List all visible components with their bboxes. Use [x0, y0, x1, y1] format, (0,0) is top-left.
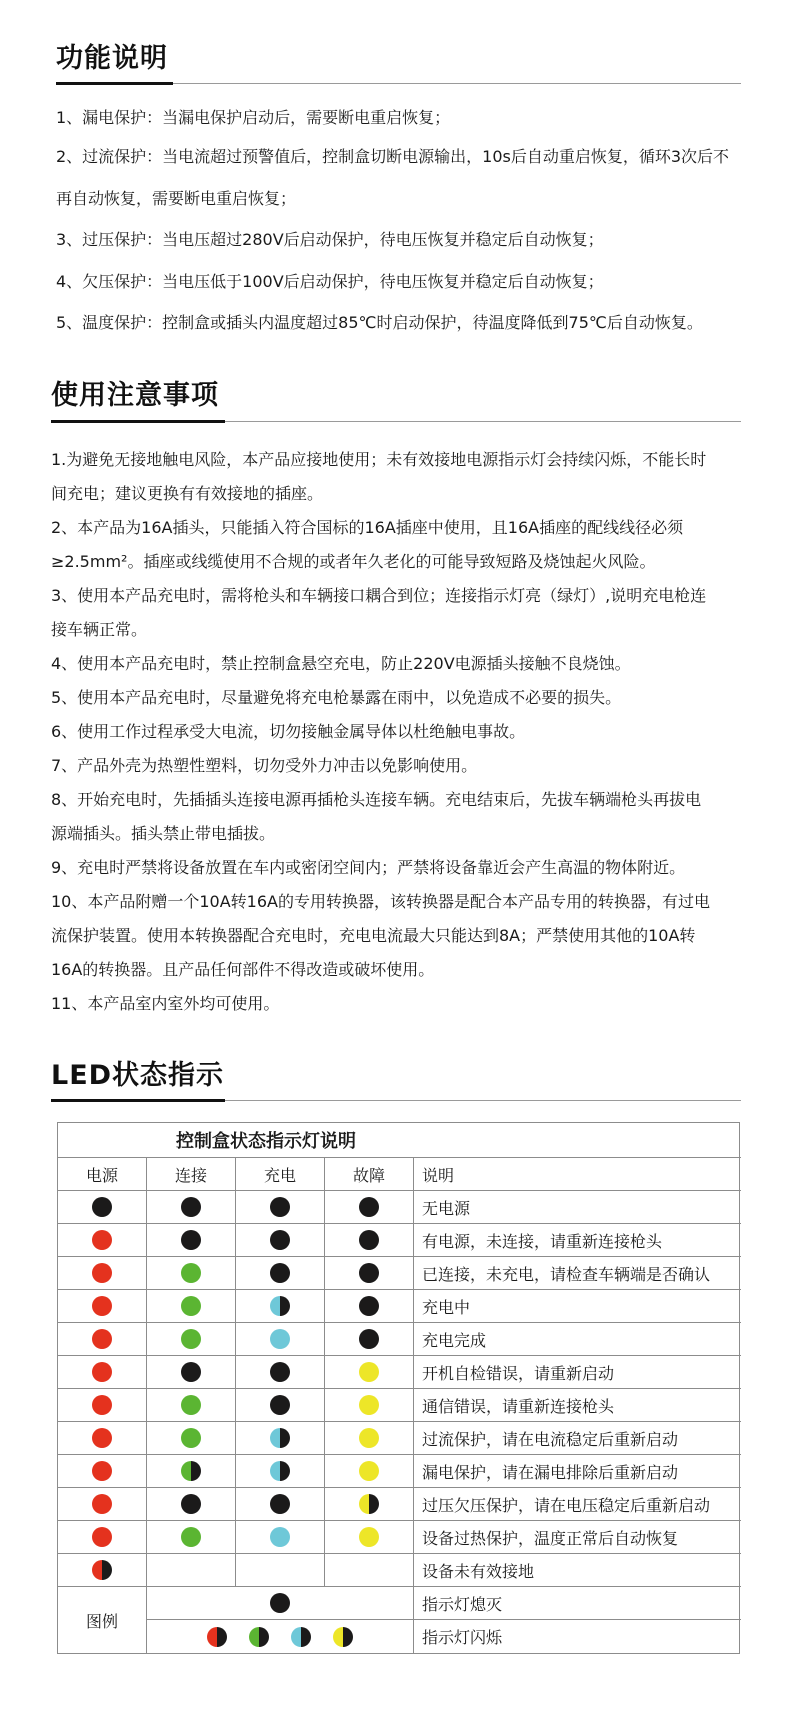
table-row-1-desc	[414, 1224, 741, 1257]
column-header-4: 说明	[422, 1165, 455, 1185]
table-row-9-connect	[147, 1488, 236, 1521]
led-fault-black-icon	[359, 1230, 379, 1250]
row-description: 有电源，未连接，请重新连接枪头	[422, 1231, 663, 1251]
table-row-4-power	[58, 1323, 147, 1356]
notes-line-3: 2、本产品为16A插头，只能插入符合国标的16A插座中使用，且16A插座的配线线径必须	[51, 518, 684, 537]
led-connect-green-icon	[181, 1296, 201, 1316]
notes-line-9: 6、使用工作过程承受大电流，切勿接触金属导体以杜绝触电事故。	[51, 722, 526, 741]
table-row-0-connect	[147, 1191, 236, 1224]
column-header-1: 连接	[174, 1165, 207, 1185]
table-header-cell	[414, 1158, 741, 1191]
led-fault-black-icon	[359, 1329, 379, 1349]
table-row-3-fault	[325, 1290, 414, 1323]
table-row-9-charge	[236, 1488, 325, 1521]
led-connect-black-icon	[181, 1494, 201, 1514]
table-row-7-fault	[325, 1422, 414, 1455]
functions-heading-underline	[56, 82, 173, 85]
table-header-cell	[58, 1158, 147, 1191]
column-header-0: 电源	[85, 1165, 118, 1185]
row-description: 设备过热保护，温度正常后自动恢复	[422, 1528, 679, 1548]
notes-line-11: 8、开始充电时，先插插头连接电源再插枪头连接车辆。充电结束后，先拔车辆端枪头再拔电	[51, 790, 702, 809]
notes-line-5: 3、使用本产品充电时，需将枪头和车辆接口耦合到位；连接指示灯亮（绿灯）,说明充电枪连	[51, 586, 707, 605]
notes-line-15: 流保护装置。使用本转换器配合充电时，充电电流最大只能达到8A；严禁使用其他的10A转	[51, 926, 696, 945]
table-row-6-fault	[325, 1389, 414, 1422]
led-connect-green-icon	[181, 1263, 201, 1283]
led-power-half-red-icon	[92, 1560, 112, 1580]
led-power-black-icon	[92, 1197, 112, 1217]
notes-line-4: ≥2.5mm²。插座或线缆使用不合规的或者年久老化的可能导致短路及烧蚀起火风险。	[51, 552, 656, 571]
table-row-10-charge	[236, 1521, 325, 1554]
notes-line-8: 5、使用本产品充电时，尽量避免将充电枪暴露在雨中，以免造成不必要的损失。	[51, 688, 622, 707]
table-title-row	[58, 1123, 741, 1158]
led-power-red-icon	[92, 1494, 112, 1514]
table-row-7-charge	[236, 1422, 325, 1455]
legend-off-cell	[147, 1587, 414, 1620]
table-row-11-desc	[414, 1554, 741, 1587]
led-connect-half-green-icon	[181, 1461, 201, 1481]
functions-line-1: 1、漏电保护：当漏电保护启动后，需要断电重启恢复；	[56, 108, 451, 127]
functions-line-3: 再自动恢复，需要断电重启恢复；	[56, 189, 297, 208]
table-row-3-connect	[147, 1290, 236, 1323]
notes-line-1: 1.为避免无接地触电风险，本产品应接地使用；未有效接地电源指示灯会持续闪烁，不能长时	[51, 450, 707, 469]
row-description: 过压欠压保护，请在电压稳定后重新启动	[422, 1495, 711, 1515]
led-heading-underline	[51, 1099, 225, 1102]
table-header-cell	[236, 1158, 325, 1191]
column-header-2: 充电	[263, 1165, 296, 1185]
led-charge-half-blue-icon	[270, 1461, 290, 1481]
table-row-4-desc	[414, 1323, 741, 1356]
functions-line-2: 2、过流保护：当电流超过预警值后，控制盒切断电源输出，10s后自动重启恢复，循环3次后不	[56, 147, 730, 166]
table-row-11-connect	[147, 1554, 236, 1587]
led-charge-black-icon	[270, 1263, 290, 1283]
table-row-3-charge	[236, 1290, 325, 1323]
notes-line-12: 源端插头。插头禁止带电插拔。	[51, 824, 276, 843]
notes-line-7: 4、使用本产品充电时，禁止控制盒悬空充电，防止220V电源插头接触不良烧蚀。	[51, 654, 631, 673]
led-connect-green-icon	[181, 1428, 201, 1448]
table-row-0-fault	[325, 1191, 414, 1224]
led-charge-black-icon	[270, 1197, 290, 1217]
table-row-5-power	[58, 1356, 147, 1389]
table-row-2-power	[58, 1257, 147, 1290]
led-fault-half-yellow-icon	[359, 1494, 379, 1514]
legend-off-desc-cell	[414, 1587, 741, 1620]
table-row-2-fault	[325, 1257, 414, 1290]
led-status-table	[57, 1122, 740, 1654]
legend-blink-cell	[147, 1620, 414, 1653]
legend-label: 图例	[85, 1611, 118, 1631]
legend-label-cell	[58, 1587, 147, 1653]
led-power-red-icon	[92, 1428, 112, 1448]
led-charge-black-icon	[270, 1395, 290, 1415]
row-description: 无电源	[422, 1198, 471, 1218]
row-description: 过流保护，请在电流稳定后重新启动	[422, 1429, 679, 1449]
table-row-3-power	[58, 1290, 147, 1323]
table-row-10-power	[58, 1521, 147, 1554]
led-power-red-icon	[92, 1296, 112, 1316]
led-fault-yellow-icon	[359, 1428, 379, 1448]
notes-line-10: 7、产品外壳为热塑性塑料，切勿受外力冲击以免影响使用。	[51, 756, 478, 775]
notes-heading-underline	[51, 420, 225, 423]
table-row-8-desc	[414, 1455, 741, 1488]
row-description: 开机自检错误，请重新启动	[422, 1363, 615, 1383]
led-blink-half-red-icon	[207, 1627, 227, 1647]
table-row-1-fault	[325, 1224, 414, 1257]
table-row-11-fault	[325, 1554, 414, 1587]
table-row-11-charge	[236, 1554, 325, 1587]
functions-line-6: 5、温度保护：控制盒或插头内温度超过85℃时启动保护，待温度降低到75℃后自动恢复。	[56, 313, 703, 332]
functions-line-4: 3、过压保护：当电压超过280V后启动保护，待电压恢复并稳定后自动恢复；	[56, 230, 604, 249]
led-charge-black-icon	[270, 1230, 290, 1250]
table-row-7-power	[58, 1422, 147, 1455]
led-charge-black-icon	[270, 1494, 290, 1514]
table-row-8-connect	[147, 1455, 236, 1488]
table-title: 控制盒状态指示灯说明	[176, 1131, 356, 1152]
led-connect-black-icon	[181, 1197, 201, 1217]
table-row-1-charge	[236, 1224, 325, 1257]
notes-divider	[225, 421, 741, 422]
led-fault-yellow-icon	[359, 1527, 379, 1547]
led-power-red-icon	[92, 1461, 112, 1481]
table-row-2-desc	[414, 1257, 741, 1290]
legend-off-desc: 指示灯熄灭	[422, 1594, 503, 1614]
led-connect-green-icon	[181, 1395, 201, 1415]
table-row-11-power	[58, 1554, 147, 1587]
row-description: 充电完成	[422, 1330, 487, 1350]
table-row-4-charge	[236, 1323, 325, 1356]
table-header-cell	[325, 1158, 414, 1191]
notes-line-6: 接车辆正常。	[51, 620, 148, 639]
table-row-4-connect	[147, 1323, 236, 1356]
functions-divider	[173, 83, 741, 84]
led-blink-half-yellow-icon	[333, 1627, 353, 1647]
row-description: 漏电保护，请在漏电排除后重新启动	[422, 1462, 679, 1482]
functions-line-5: 4、欠压保护：当电压低于100V后启动保护，待电压恢复并稳定后自动恢复；	[56, 272, 604, 291]
table-row-0-desc	[414, 1191, 741, 1224]
led-connect-green-icon	[181, 1527, 201, 1547]
legend-blink-dots	[207, 1627, 353, 1647]
led-power-red-icon	[92, 1329, 112, 1349]
table-row-9-fault	[325, 1488, 414, 1521]
led-fault-black-icon	[359, 1197, 379, 1217]
led-power-red-icon	[92, 1527, 112, 1547]
led-off-icon	[270, 1593, 290, 1613]
table-row-1-connect	[147, 1224, 236, 1257]
led-power-red-icon	[92, 1362, 112, 1382]
table-row-9-desc	[414, 1488, 741, 1521]
led-power-red-icon	[92, 1395, 112, 1415]
table-row-5-fault	[325, 1356, 414, 1389]
table-row-5-charge	[236, 1356, 325, 1389]
notes-heading: 使用注意事项	[51, 380, 219, 411]
table-row-6-power	[58, 1389, 147, 1422]
functions-heading: 功能说明	[56, 43, 168, 74]
notes-line-14: 10、本产品附赠一个10A转16A的专用转换器，该转换器是配合本产品专用的转换器，有过电	[51, 892, 710, 911]
led-heading: LED状态指示	[51, 1060, 225, 1091]
notes-line-16: 16A的转换器。且产品任何部件不得改造或破坏使用。	[51, 960, 435, 979]
table-row-3-desc	[414, 1290, 741, 1323]
table-row-10-fault	[325, 1521, 414, 1554]
led-charge-blue-icon	[270, 1329, 290, 1349]
table-row-5-desc	[414, 1356, 741, 1389]
legend-blink-desc-cell	[414, 1620, 741, 1653]
led-power-red-icon	[92, 1263, 112, 1283]
led-fault-black-icon	[359, 1263, 379, 1283]
table-row-8-fault	[325, 1455, 414, 1488]
led-fault-black-icon	[359, 1296, 379, 1316]
table-row-8-power	[58, 1455, 147, 1488]
table-row-6-connect	[147, 1389, 236, 1422]
led-fault-yellow-icon	[359, 1362, 379, 1382]
table-row-6-desc	[414, 1389, 741, 1422]
led-fault-yellow-icon	[359, 1395, 379, 1415]
table-row-10-connect	[147, 1521, 236, 1554]
table-row-4-fault	[325, 1323, 414, 1356]
led-power-red-icon	[92, 1230, 112, 1250]
led-connect-black-icon	[181, 1230, 201, 1250]
table-row-2-connect	[147, 1257, 236, 1290]
table-row-8-charge	[236, 1455, 325, 1488]
notes-line-13: 9、充电时严禁将设备放置在车内或密闭空间内；严禁将设备靠近会产生高温的物体附近。	[51, 858, 686, 877]
table-row-1-power	[58, 1224, 147, 1257]
table-row-6-charge	[236, 1389, 325, 1422]
led-fault-yellow-icon	[359, 1461, 379, 1481]
table-row-5-connect	[147, 1356, 236, 1389]
row-description: 设备未有效接地	[422, 1561, 535, 1581]
table-header-cell	[147, 1158, 236, 1191]
led-charge-half-blue-icon	[270, 1428, 290, 1448]
table-row-0-power	[58, 1191, 147, 1224]
led-divider	[225, 1100, 741, 1101]
led-connect-green-icon	[181, 1329, 201, 1349]
table-row-7-connect	[147, 1422, 236, 1455]
led-charge-black-icon	[270, 1362, 290, 1382]
led-connect-black-icon	[181, 1362, 201, 1382]
led-charge-blue-icon	[270, 1527, 290, 1547]
notes-line-17: 11、本产品室内室外均可使用。	[51, 994, 280, 1013]
led-charge-half-blue-icon	[270, 1296, 290, 1316]
table-row-7-desc	[414, 1422, 741, 1455]
row-description: 充电中	[422, 1297, 471, 1317]
table-row-0-charge	[236, 1191, 325, 1224]
table-row-9-power	[58, 1488, 147, 1521]
table-row-10-desc	[414, 1521, 741, 1554]
row-description: 通信错误，请重新连接枪头	[422, 1396, 615, 1416]
legend-blink-desc: 指示灯闪烁	[422, 1628, 503, 1647]
led-blink-half-blue-icon	[291, 1627, 311, 1647]
notes-line-2: 间充电；建议更换有有效接地的插座。	[51, 484, 324, 503]
table-row-2-charge	[236, 1257, 325, 1290]
led-blink-half-green-icon	[249, 1627, 269, 1647]
row-description: 已连接，未充电，请检查车辆端是否确认	[422, 1264, 711, 1284]
column-header-3: 故障	[352, 1165, 385, 1185]
